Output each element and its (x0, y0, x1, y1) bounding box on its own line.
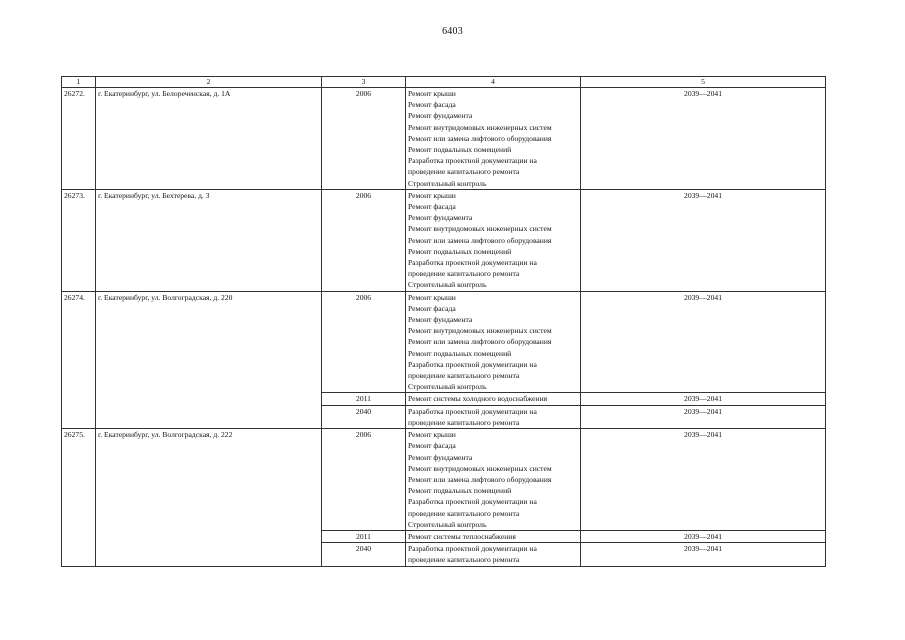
entry-number: 26274. (62, 291, 96, 428)
work-item: Ремонт крыши (408, 190, 456, 200)
year-cell: 2040 (322, 543, 406, 566)
work-item: проведение капитального ремонта (408, 269, 520, 279)
work-item: Строительный контроль (408, 178, 487, 188)
table-row (62, 88, 826, 190)
work-item: Ремонт подвальных помещений (408, 348, 512, 358)
work-item: Ремонт фасада (408, 303, 456, 313)
period-cell: 2039—2041 (581, 405, 826, 428)
work-item: Ремонт внутридомовых инженерных систем (408, 224, 552, 234)
period-cell: 2039—2041 (581, 543, 826, 566)
table-body (62, 88, 826, 567)
year-cell: 2006 (322, 291, 406, 393)
column-header: 5 (581, 77, 826, 88)
work-item: Разработка проектной документации на (408, 406, 537, 416)
work-item: проведение капитального ремонта (408, 167, 520, 177)
work-item: Строительный контроль (408, 519, 487, 529)
entry-number: 26273. (62, 189, 96, 291)
works-cell (406, 393, 581, 405)
works-cell (406, 530, 581, 542)
work-item: Разработка проектной документации на (408, 359, 537, 369)
work-item: Ремонт внутридомовых инженерных систем (408, 326, 552, 336)
works-cell (406, 543, 581, 566)
work-item: Ремонт фасада (408, 100, 456, 110)
entry-address: г. Екатеринбург, ул. Бехтерева, д. 3 (96, 189, 322, 291)
period-cell: 2039—2041 (581, 189, 826, 291)
entry-number: 26272. (62, 88, 96, 190)
period-cell: 2039—2041 (581, 291, 826, 393)
period-cell: 2039—2041 (581, 88, 826, 190)
work-item: Ремонт фундамента (408, 213, 473, 223)
work-item: Разработка проектной документации на (408, 258, 537, 268)
year-cell: 2006 (322, 189, 406, 291)
works-cell (406, 291, 581, 393)
works-cell (406, 429, 581, 531)
work-item: Ремонт подвальных помещений (408, 145, 512, 155)
work-item: Ремонт или замена лифтового оборудования (408, 474, 552, 484)
work-item: проведение капитального ремонта (408, 417, 520, 427)
work-item: Ремонт или замена лифтового оборудования (408, 337, 552, 347)
works-cell (406, 405, 581, 428)
work-item: Ремонт подвальных помещений (408, 486, 512, 496)
work-item: Ремонт крыши (408, 430, 456, 440)
work-item: проведение капитального ремонта (408, 371, 520, 381)
work-item: Разработка проектной документации на (408, 497, 537, 507)
work-item: Ремонт внутридомовых инженерных систем (408, 122, 552, 132)
work-item: проведение капитального ремонта (408, 555, 520, 565)
work-item: Ремонт фундамента (408, 111, 473, 121)
entry-address: г. Екатеринбург, ул. Волгоградская, д. 220 (96, 291, 322, 428)
work-item: Ремонт внутридомовых инженерных систем (408, 463, 552, 473)
repair-schedule-table (61, 76, 826, 567)
table-row (62, 291, 826, 393)
work-item: Ремонт фасада (408, 202, 456, 212)
table-row (62, 429, 826, 531)
period-cell: 2039—2041 (581, 429, 826, 531)
work-item: Ремонт крыши (408, 89, 456, 98)
period-cell: 2039—2041 (581, 530, 826, 542)
year-cell: 2011 (322, 393, 406, 405)
column-header: 2 (96, 77, 322, 88)
page-number: 6403 (442, 26, 463, 37)
work-item: Ремонт системы холодного водоснабжения (408, 394, 548, 404)
year-cell: 2006 (322, 429, 406, 531)
column-header: 4 (406, 77, 581, 88)
work-item: Ремонт фундамента (408, 315, 473, 325)
entry-number: 26275. (62, 429, 96, 566)
work-item: Ремонт или замена лифтового оборудования (408, 235, 552, 245)
period-cell: 2039—2041 (581, 393, 826, 405)
year-cell: 2006 (322, 88, 406, 190)
year-cell: 2040 (322, 405, 406, 428)
work-item: проведение капитального ремонта (408, 508, 520, 518)
work-item: Ремонт подвальных помещений (408, 246, 512, 256)
work-item: Ремонт фасада (408, 441, 456, 451)
column-number-row (62, 77, 826, 88)
column-header: 3 (322, 77, 406, 88)
table-row (62, 189, 826, 291)
entry-address: г. Екатеринбург, ул. Волгоградская, д. 222 (96, 429, 322, 566)
work-item: Разработка проектной документации на (408, 544, 537, 554)
work-item: Ремонт или замена лифтового оборудования (408, 133, 552, 143)
work-item: Ремонт фундамента (408, 452, 473, 462)
work-item: Строительный контроль (408, 382, 487, 392)
work-item: Разработка проектной документации на (408, 156, 537, 166)
work-item: Ремонт системы теплоснабжения (408, 531, 516, 541)
column-header: 1 (62, 77, 96, 88)
work-item: Строительный контроль (408, 280, 487, 290)
year-cell: 2011 (322, 530, 406, 542)
works-cell (406, 88, 581, 190)
works-cell (406, 189, 581, 291)
entry-address: г. Екатеринбург, ул. Белореченская, д. 1А (96, 88, 322, 190)
work-item: Ремонт крыши (408, 292, 456, 302)
